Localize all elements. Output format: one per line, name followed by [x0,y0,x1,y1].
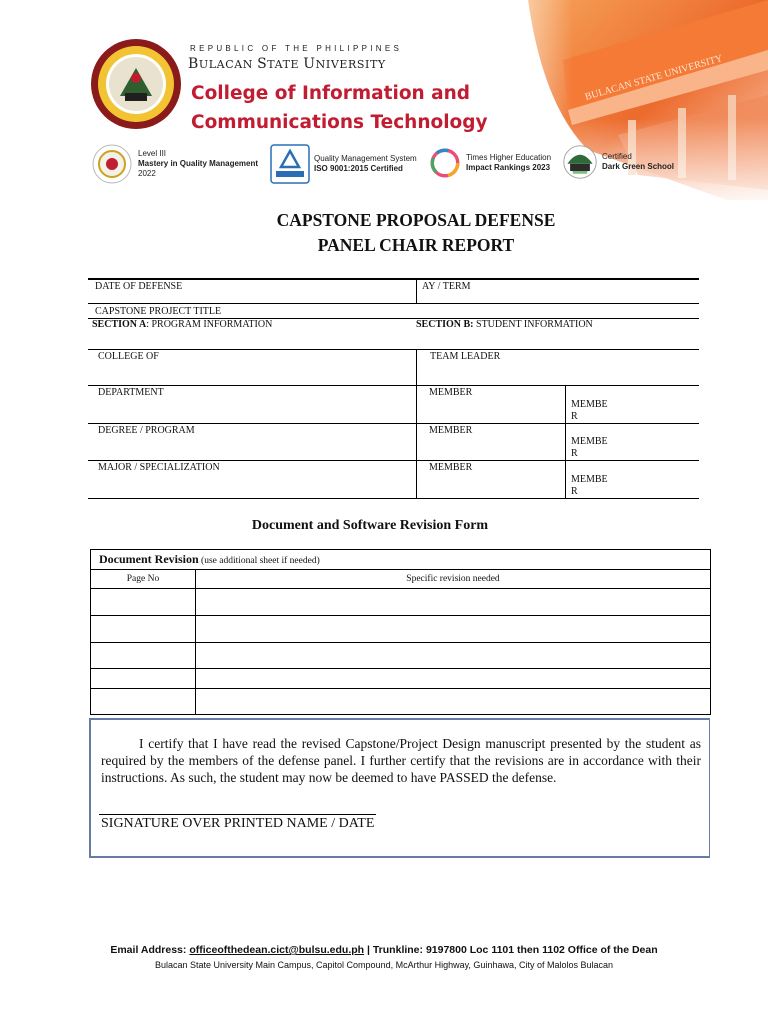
section-a-heading [92,319,272,330]
member-label: MEMBER [429,462,473,473]
section-header-row [88,319,699,350]
section-a-label: SECTION A [92,319,147,330]
degree-row [88,424,699,461]
table-row[interactable] [91,669,710,689]
cert-green [562,144,674,180]
revision-table-heading [91,550,710,570]
document-title-line1: CAPSTONE PROPOSAL DEFENSE [276,210,556,230]
signature-label: SIGNATURE OVER PRINTED NAME / DATE [101,816,375,831]
cert-the [428,146,551,180]
project-title-row [88,304,699,319]
cert-green-line1: Certified [602,152,632,161]
dark-green-school-icon [562,144,598,180]
member-wrap-part2: R [571,411,578,422]
project-info-table [88,278,699,499]
department-label: DEPARTMENT [98,387,164,398]
section-a-text: : PROGRAM INFORMATION [146,319,273,330]
university-seal-logo [90,38,182,130]
date-of-defense-label: DATE OF DEFENSE [95,281,183,292]
republic-text: REPUBLIC OF THE PHILIPPINES [190,44,403,53]
member-label: MEMBER [429,425,473,436]
cert-aaccup-line2: Mastery in Quality Management [138,159,259,168]
university-name-part: TATE [267,58,304,71]
cert-iso-line2: ISO 9001:2015 Certified [314,164,403,173]
major-specialization-label: MAJOR / SPECIALIZATION [98,462,220,473]
ay-term-label: AY / TERM [422,281,471,292]
college-of-label: COLLEGE OF [98,351,159,362]
cert-aaccup-line1: Level III [138,149,167,158]
major-row [88,461,699,499]
university-name-initial: U [303,56,316,72]
specific-revision-header: Specific revision needed [406,574,500,584]
team-leader-label: TEAM LEADER [430,351,501,362]
college-name [191,79,488,137]
page-no-header: Page No [91,570,196,588]
college-row [88,350,699,386]
certification-text: I certify that I have read the revised Capstone/Project Design manuscript presented by the student as required by the members of the defense panel. I further certify that the revisions are in accordance with their instructions. As such, the student may now be deemed to have PASSED the defense. [101,736,701,785]
table-row[interactable] [91,589,710,616]
revision-heading-note: (use additional sheet if needed) [198,556,320,566]
cert-the-line2: Impact Rankings 2023 [466,163,551,172]
letterhead [0,0,768,200]
table-row[interactable] [91,616,710,643]
degree-program-label: DEGREE / PROGRAM [98,425,195,436]
aaccup-badge-icon [92,144,132,184]
member-wrapped-label [571,474,608,498]
member-wrap-part1: MEMBE [571,399,608,410]
certification-box [89,718,710,858]
page-no-cell[interactable] [91,689,196,714]
tuv-certified-icon [270,144,310,184]
footer-contact [0,944,768,956]
cert-the-line1: Times Higher Education [466,153,552,162]
project-title-label: CAPSTONE PROJECT TITLE [95,306,222,317]
college-name-line1: College of Information and [191,83,471,104]
university-name-part: ULACAN [198,58,258,71]
section-b-heading [416,319,593,330]
table-row[interactable] [91,689,710,714]
member-wrap-part1: MEMBE [571,474,608,485]
signature-line[interactable] [99,814,376,815]
email-link[interactable]: officeofthedean.cict@bulsu.edu.ph [189,944,365,956]
university-name [188,56,386,72]
impact-rankings-icon [428,146,462,180]
page-no-cell[interactable] [91,669,196,688]
page-no-cell[interactable] [91,616,196,642]
revision-column-header [91,570,710,589]
revision-table [90,549,711,715]
trunkline-text: | Trunkline: 9197800 Loc 1101 then 1102 Office of the Dean [364,944,658,956]
table-row[interactable] [91,643,710,669]
cert-iso [270,144,417,184]
date-term-row [88,278,699,304]
cert-aaccup [92,144,258,184]
member-wrap-part1: MEMBE [571,436,608,447]
certification-strip [0,142,768,190]
department-row [88,386,699,424]
member-wrap-part2: R [571,486,578,497]
member-wrapped-label [571,399,608,423]
university-name-initial: S [257,56,268,72]
cert-green-line2: Dark Green School [602,162,675,171]
member-wrap-part2: R [571,448,578,459]
cert-iso-line1: Quality Management System [314,154,417,163]
page-no-cell[interactable] [91,589,196,615]
revision-heading-label: Document Revision [99,552,199,566]
university-name-part: NIVERSITY [315,58,386,71]
footer-address: Bulacan State University Main Campus, Capitol Compound, McArthur Highway, Guinhawa, City of Malolos Bulacan [154,960,614,970]
member-label: MEMBER [429,387,473,398]
revision-form-title: Document and Software Revision Form [251,518,489,533]
document-title-line2: PANEL CHAIR REPORT [317,235,515,255]
section-b-text: STUDENT INFORMATION [473,319,593,330]
member-wrapped-label [571,436,608,460]
page-no-cell[interactable] [91,643,196,668]
college-name-line2: Communications Technology [191,112,488,133]
section-b-label: SECTION B: [416,319,474,330]
email-label: Email Address: [110,944,190,956]
university-name-initial: B [188,56,199,72]
cert-aaccup-line3: 2022 [138,169,156,178]
